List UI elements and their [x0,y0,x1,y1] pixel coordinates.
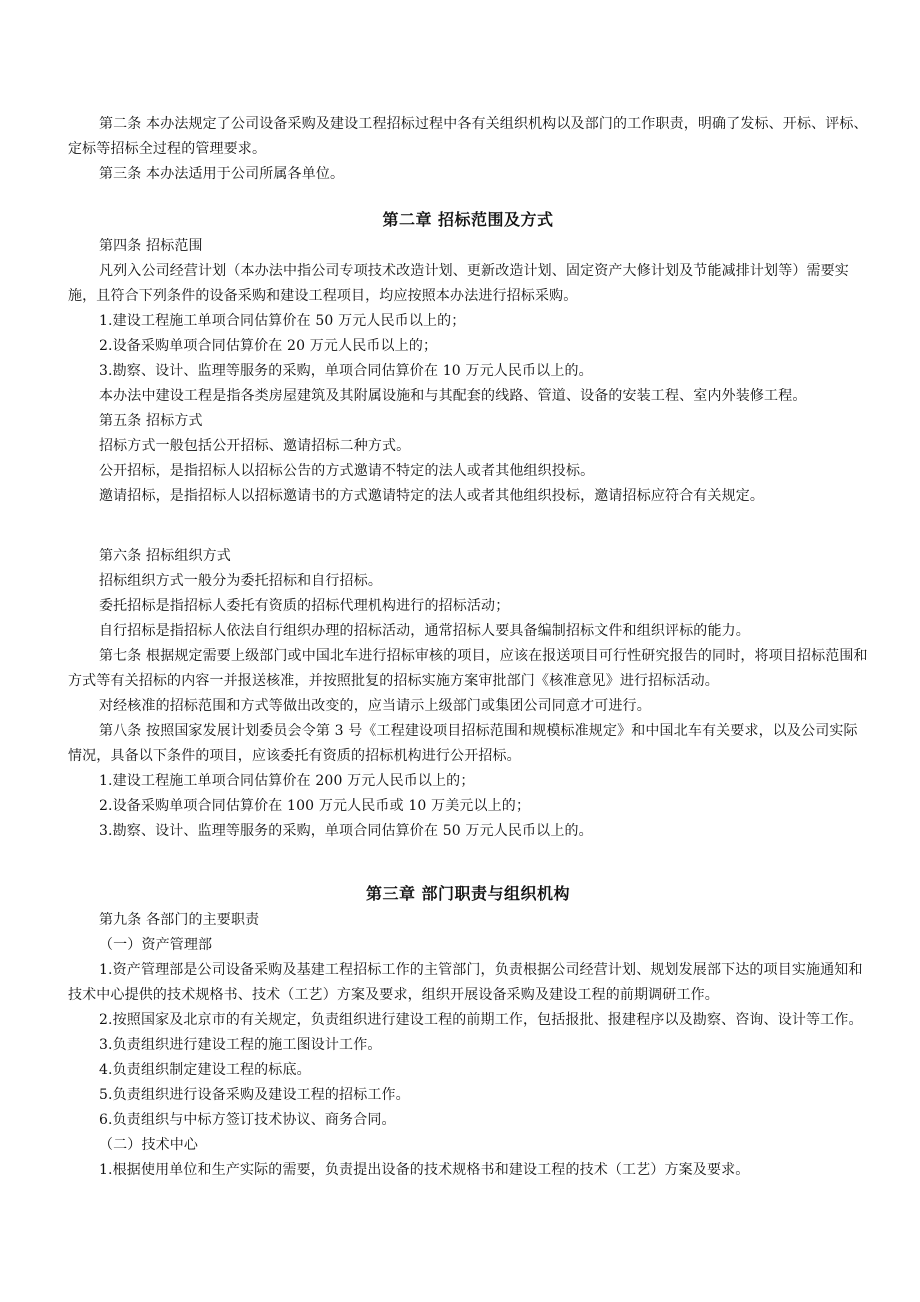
article-5-heading: 第五条 招标方式 [99,413,203,429]
list-item: 2.按照国家及北京市的有关规定，负责组织进行建设工程的前期工作，包括报批、报建程序以及勘察、咨询、设计等工作。 [99,1012,863,1028]
list-item: 3.勘察、设计、监理等服务的采购，单项合同估算价在 50 万元人民币以上的。 [99,823,593,839]
list-item: 5.负责组织进行设备采购及建设工程的招标工作。 [99,1087,410,1103]
article-8: 第八条 按照国家发展计划委员会令第 3 号《工程建设项目招标范围和规模标准规定》和中国北车有关要求，以及公司实际情况，具备以下条件的项目，应该委托有资质的招标机构进行公开招标。 [68,723,858,764]
paragraph: 委托招标是指招标人委托有资质的招标代理机构进行的招标活动； [99,598,510,614]
section-chapter-2 [68,206,868,509]
article-2: 第二条 本办法规定了公司设备采购及建设工程招标过程中各有关组织机构以及部门的工作职责，明确了发标、开标、评标、定标等招标全过程的管理要求。 [68,116,868,157]
article-9-heading: 第九条 各部门的主要职责 [99,912,260,928]
article-6-heading: 第六条 招标组织方式 [99,548,231,564]
list-item: 1.建设工程施工单项合同估算价在 200 万元人民币以上的； [99,773,475,789]
list-item: 3.负责组织进行建设工程的施工图设计工作。 [99,1037,382,1053]
paragraph: 招标方式一般包括公开招标、邀请招标二种方式。 [99,438,411,454]
subsection-heading: （一）资产管理部 [99,937,213,953]
section-chapter-2-cont [68,544,868,844]
list-item: 2.设备采购单项合同估算价在 20 万元人民币以上的； [99,338,438,354]
article-3: 第三条 本办法适用于公司所属各单位。 [99,166,345,182]
list-item: 6.负责组织与中标方签订技术协议、商务合同。 [99,1112,396,1128]
paragraph: 公开招标，是指招标人以招标公告的方式邀请不特定的法人或者其他组织投标。 [99,463,595,479]
chapter-2-title: 第二章 招标范围及方式 [382,210,554,229]
paragraph: 招标组织方式一般分为委托招标和自行招标。 [99,573,382,589]
list-item: 2.设备采购单项合同估算价在 100 万元人民币或 10 万美元以上的； [99,798,531,814]
subsection-heading: （二）技术中心 [99,1137,199,1153]
section-general [68,112,868,187]
chapter-3-title: 第三章 部门职责与组织机构 [365,884,571,903]
paragraph: 邀请招标，是指招标人以招标邀请书的方式邀请特定的法人或者其他组织投标，邀请招标应符合有关规定。 [99,488,765,504]
paragraph: 本办法中建设工程是指各类房屋建筑及其附属设施和与其配套的线路、管道、设备的安装工程、室内外装修工程。 [99,388,807,404]
paragraph: 对经核准的招标范围和方式等做出改变的，应当请示上级部门或集团公司同意才可进行。 [99,698,651,714]
list-item: 1.资产管理部是公司设备采购及基建工程招标工作的主管部门，负责根据公司经营计划、规划发展部下达的项目实施通知和技术中心提供的技术规格书、技术（工艺）方案及要求，组织开展设备采购及建设工程的前期调研工作。 [68,962,863,1003]
paragraph: 自行招标是指招标人依法自行组织办理的招标活动，通常招标人要具备编制招标文件和组织评标的能力。 [99,623,750,639]
list-item: 1.根据使用单位和生产实际的需要，负责提出设备的技术规格书和建设工程的技术（工艺）方案及要求。 [99,1162,750,1178]
article-7: 第七条 根据规定需要上级部门或中国北车进行招标审核的项目，应该在报送项目可行性研究报告的同时，将项目招标范围和方式等有关招标的内容一并报送核准，并按照批复的招标实施方案审批部门《核准意见》进行招标活动。 [68,648,868,689]
section-chapter-3 [68,880,868,1183]
list-item: 1.建设工程施工单项合同估算价在 50 万元人民币以上的； [99,313,466,329]
paragraph: 凡列入公司经营计划（本办法中指公司专项技术改造计划、更新改造计划、固定资产大修计划及节能减排计划等）需要实施，且符合下列条件的设备采购和建设工程项目，均应按照本办法进行招标采购。 [68,263,849,304]
list-item: 3.勘察、设计、监理等服务的采购，单项合同估算价在 10 万元人民币以上的。 [99,363,593,379]
list-item: 4.负责组织制定建设工程的标底。 [99,1062,311,1078]
article-4-heading: 第四条 招标范围 [99,238,203,254]
